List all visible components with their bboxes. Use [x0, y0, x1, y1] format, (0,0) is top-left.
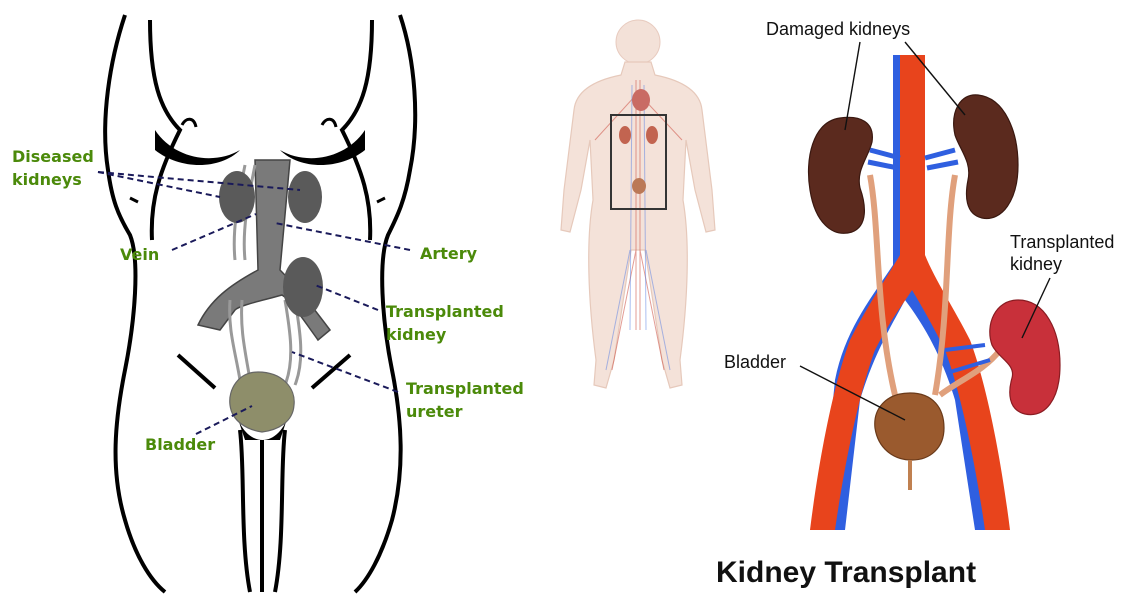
- renal-vessels-right: [925, 150, 958, 168]
- diseased-kidney-left: [219, 171, 255, 223]
- torso-right-line: [342, 20, 372, 240]
- left-schematic: [12, 15, 524, 592]
- leader-transplanted-kidney: [315, 285, 378, 310]
- label-transplanted-ureter-2: ureter: [406, 402, 463, 421]
- body-heart: [632, 89, 650, 111]
- label-damaged-kidneys: Damaged kidneys: [766, 19, 911, 39]
- chest-right: [280, 130, 365, 165]
- transplanted-kidney: [990, 300, 1060, 415]
- nipple-right: [322, 119, 336, 127]
- human-body-overview: [561, 20, 715, 388]
- nipple-left: [182, 119, 196, 127]
- waist-mark-right: [377, 198, 385, 202]
- label-transplanted-kidney-right-2: kidney: [1010, 254, 1063, 274]
- label-transplanted-ureter-1: Transplanted: [406, 379, 524, 398]
- bladder-shape: [230, 372, 294, 432]
- label-bladder: Bladder: [145, 435, 216, 454]
- torso-left-line: [150, 20, 180, 240]
- bladder: [875, 393, 944, 460]
- body-kidney-left: [619, 126, 631, 144]
- hip-crease-left: [178, 355, 215, 388]
- label-artery: Artery: [420, 244, 478, 263]
- label-diseased-kidneys-1: Diseased: [12, 147, 94, 166]
- body-outline-left: [105, 15, 165, 592]
- legs: [240, 430, 285, 592]
- waist-mark-left: [130, 198, 138, 202]
- label-diseased-kidneys-2: kidneys: [12, 170, 82, 189]
- damaged-kidney-left: [809, 117, 873, 233]
- leader-damaged-left: [845, 42, 860, 130]
- label-vein: Vein: [120, 245, 160, 264]
- diseased-kidney-right: [288, 171, 322, 223]
- right-illustration: [716, 19, 1114, 589]
- label-bladder-right: Bladder: [724, 352, 787, 372]
- label-transplanted-kidney-1: Transplanted: [386, 302, 504, 321]
- label-transplanted-kidney-right-1: Transplanted: [1010, 232, 1115, 252]
- figure-title: Kidney Transplant: [716, 556, 977, 589]
- label-transplanted-kidney-2: kidney: [386, 325, 447, 344]
- body-silhouette: [561, 62, 715, 388]
- hip-crease-right: [312, 355, 350, 388]
- body-kidney-right: [646, 126, 658, 144]
- body-head: [616, 20, 660, 64]
- transplanted-kidney-shape: [283, 257, 323, 317]
- body-bladder: [632, 178, 646, 194]
